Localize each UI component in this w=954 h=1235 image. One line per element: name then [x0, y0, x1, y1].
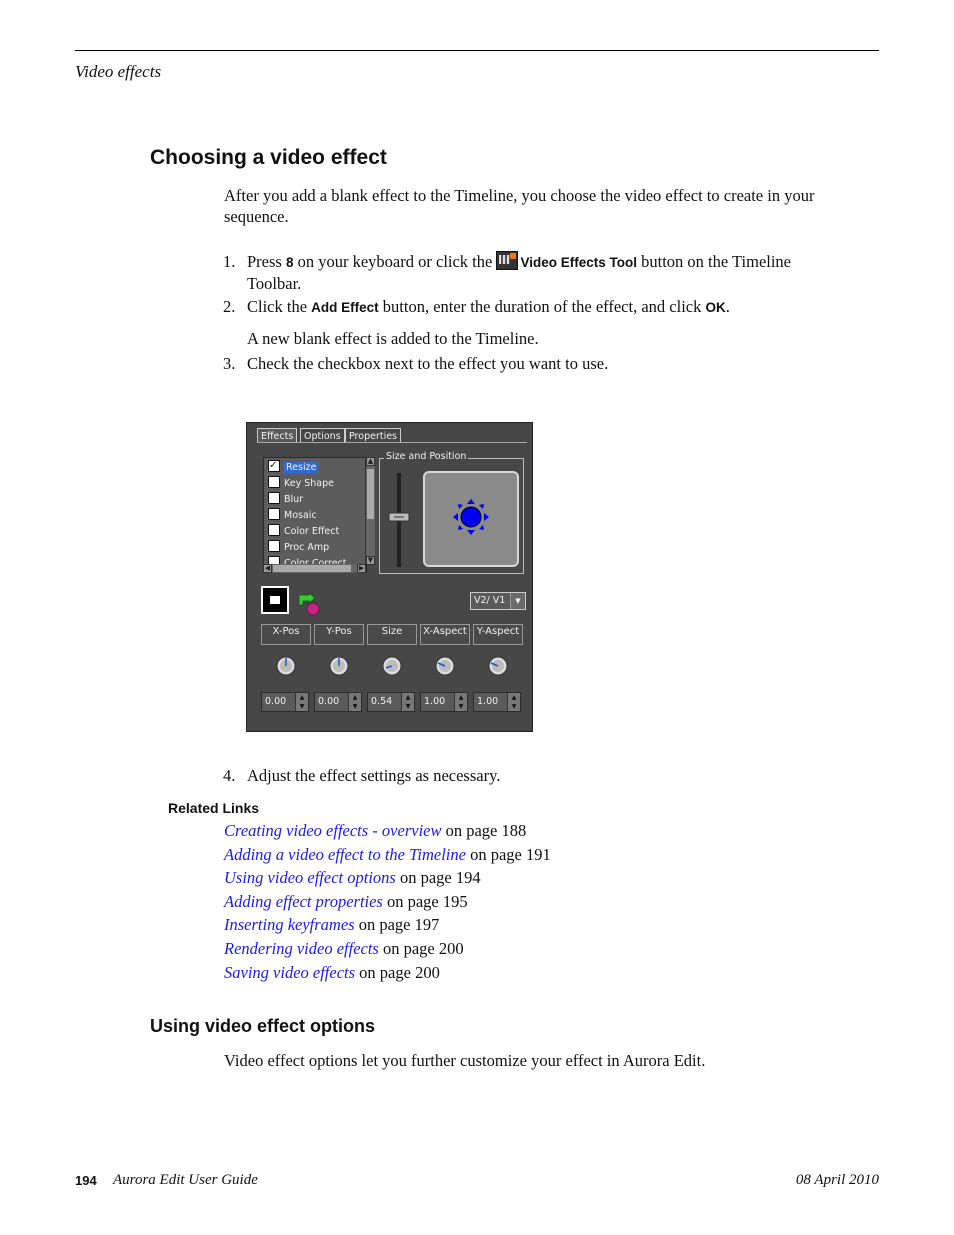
- related-link[interactable]: Saving video effects: [224, 962, 356, 982]
- related-link[interactable]: Adding a video effect to the Timeline: [224, 844, 466, 864]
- related-link[interactable]: Creating video effects - overview: [224, 821, 442, 840]
- knob-x-aspect[interactable]: [434, 655, 456, 677]
- section-title: Choosing a video effect: [150, 146, 387, 169]
- step-3-number: 3.: [223, 354, 236, 373]
- list-item: [224, 890, 551, 914]
- list-item: [224, 961, 551, 985]
- value-x-aspect[interactable]: [420, 692, 468, 712]
- param-header-y-aspect: Y-Aspect: [473, 624, 523, 645]
- page-ref: on page 197: [354, 915, 440, 935]
- tab-effects[interactable]: Effects: [257, 428, 297, 443]
- step-2-text-c: .: [725, 297, 730, 316]
- tab-options[interactable]: Options: [300, 428, 345, 443]
- step-4: [223, 765, 501, 786]
- step-3-text: Check the checkbox next to the effect you want to use.: [247, 354, 609, 373]
- video-effects-tool-label: Video Effects Tool: [520, 255, 637, 270]
- param-header-x-pos: X-Pos: [261, 624, 311, 645]
- spinner-icon[interactable]: ▲ ▼: [454, 693, 467, 711]
- list-item: [224, 937, 551, 961]
- value-text: 0.00: [318, 696, 340, 707]
- spinner-icon[interactable]: ▲ ▼: [507, 693, 520, 711]
- value-y-aspect[interactable]: [473, 692, 521, 712]
- spinner-icon[interactable]: ▲ ▼: [348, 693, 361, 711]
- track-select[interactable]: [470, 592, 526, 610]
- footer-date: 08 April 2010: [795, 1172, 879, 1188]
- scroll-down-icon[interactable]: ▼: [367, 556, 374, 564]
- track-select-value: V2/ V1: [474, 595, 506, 606]
- key-8: 8: [285, 255, 294, 270]
- step-2-text-a: Click the: [247, 297, 312, 316]
- effect-item-color-effect[interactable]: [268, 524, 339, 540]
- value-text: 0.00: [265, 696, 287, 707]
- checkbox-proc-amp[interactable]: [268, 540, 280, 552]
- param-header-x-aspect: X-Aspect: [420, 624, 470, 645]
- checkbox-color-effect[interactable]: [268, 524, 280, 536]
- related-links-heading: Related Links: [168, 800, 260, 816]
- page-ref: on page 194: [395, 868, 481, 888]
- spinner-icon[interactable]: ▲ ▼: [295, 693, 308, 711]
- knob-size[interactable]: [381, 655, 403, 677]
- related-link[interactable]: Rendering video effects: [224, 938, 379, 958]
- footer-guide-title: Aurora Edit User Guide: [113, 1172, 258, 1188]
- value-size[interactable]: [367, 692, 415, 712]
- effect-item-resize[interactable]: [268, 460, 318, 476]
- related-link[interactable]: Using video effect options: [224, 868, 396, 888]
- page-number: 194: [75, 1173, 97, 1188]
- effect-label: Blur: [284, 494, 304, 505]
- page-ref: on page 188: [441, 821, 527, 840]
- subsection-paragraph: Video effect options let you further customize your effect in Aurora Edit.: [224, 1051, 706, 1070]
- spinner-icon[interactable]: ▲ ▼: [401, 693, 414, 711]
- preview-button[interactable]: [261, 586, 289, 614]
- vscroll-thumb[interactable]: [367, 469, 374, 519]
- scroll-left-icon[interactable]: ◀: [264, 564, 271, 572]
- effects-list-vscroll[interactable]: [365, 457, 375, 565]
- effect-item-blur[interactable]: [268, 492, 303, 508]
- page-ref: on page 191: [465, 844, 551, 864]
- step-4-text: Adjust the effect settings as necessary.: [247, 766, 501, 785]
- value-x-pos[interactable]: [261, 692, 309, 712]
- step-2-text-b: button, enter the duration of the effect, and click: [378, 297, 706, 316]
- hscroll-thumb[interactable]: [273, 565, 351, 572]
- header-rule: [75, 50, 879, 51]
- tab-divider: [257, 442, 527, 443]
- knob-x-pos[interactable]: [275, 655, 297, 677]
- value-y-pos[interactable]: [314, 692, 362, 712]
- page-ref: on page 195: [382, 891, 468, 911]
- step-1: [223, 251, 827, 294]
- position-crosshair-icon: [425, 473, 517, 565]
- value-text: 0.54: [371, 696, 393, 707]
- effects-list[interactable]: [263, 457, 367, 573]
- subsection-title: Using video effect options: [150, 1016, 376, 1036]
- swap-arrow-icon[interactable]: [295, 589, 325, 619]
- value-text: 1.00: [424, 696, 446, 707]
- step-1-text-b: on your keyboard or click the: [293, 252, 497, 271]
- step-3: [223, 353, 609, 374]
- step-1-text-c: button on the Timeline Toolbar.: [247, 252, 792, 293]
- scroll-up-icon[interactable]: ▲: [367, 457, 374, 465]
- value-text: 1.00: [477, 696, 499, 707]
- page-ref: on page 200: [378, 938, 464, 958]
- step-2-note: A new blank effect is added to the Timeline.: [247, 329, 539, 348]
- step-1-number: 1.: [223, 252, 236, 271]
- ok-label: OK: [705, 300, 726, 315]
- position-pad[interactable]: [423, 471, 519, 567]
- step-4-number: 4.: [223, 766, 236, 785]
- page-ref: on page 200: [355, 962, 440, 982]
- group-label: Size and Position: [386, 451, 467, 462]
- effect-item-mosaic[interactable]: [268, 508, 317, 524]
- effect-label: Proc Amp: [284, 542, 330, 553]
- effect-label: Color Effect: [284, 526, 340, 537]
- param-header-size: Size: [367, 624, 417, 645]
- running-header: Video effects: [75, 62, 162, 81]
- list-item: [224, 843, 551, 867]
- param-header-y-pos: Y-Pos: [314, 624, 364, 645]
- step-1-text-a: Press: [247, 252, 286, 271]
- checkbox-mosaic[interactable]: [268, 508, 280, 520]
- add-effect-label: Add Effect: [311, 300, 379, 315]
- checkbox-blur[interactable]: [268, 492, 280, 504]
- list-item: [224, 913, 551, 937]
- effects-list-hscroll[interactable]: [263, 564, 366, 573]
- knob-y-pos[interactable]: [328, 655, 350, 677]
- related-links-list: [224, 819, 551, 984]
- video-effects-tool-icon: [496, 251, 518, 270]
- effect-label: Resize: [286, 462, 317, 473]
- step-2-number: 2.: [223, 297, 236, 316]
- related-link[interactable]: Inserting keyframes: [224, 915, 355, 935]
- step-2: [223, 296, 827, 318]
- effect-label: Mosaic: [284, 510, 317, 521]
- tab-properties[interactable]: Properties: [345, 428, 401, 443]
- checkbox-key-shape[interactable]: [268, 476, 280, 488]
- effect-label: Key Shape: [284, 478, 334, 489]
- size-slider[interactable]: [388, 471, 410, 585]
- knob-y-aspect[interactable]: [487, 655, 509, 677]
- scroll-right-icon[interactable]: ▶: [358, 564, 365, 572]
- effect-item-key-shape[interactable]: [268, 476, 334, 492]
- list-item: [224, 866, 551, 890]
- intro-paragraph: After you add a blank effect to the Timeline, you choose the video effect to create in your sequence.: [224, 186, 815, 226]
- related-link[interactable]: Adding effect properties: [224, 891, 383, 911]
- chevron-down-icon[interactable]: ▼: [510, 593, 525, 609]
- list-item: [224, 819, 551, 843]
- checkbox-resize[interactable]: [268, 460, 280, 472]
- effect-item-proc-amp[interactable]: [268, 540, 329, 556]
- video-effects-panel: [246, 422, 533, 732]
